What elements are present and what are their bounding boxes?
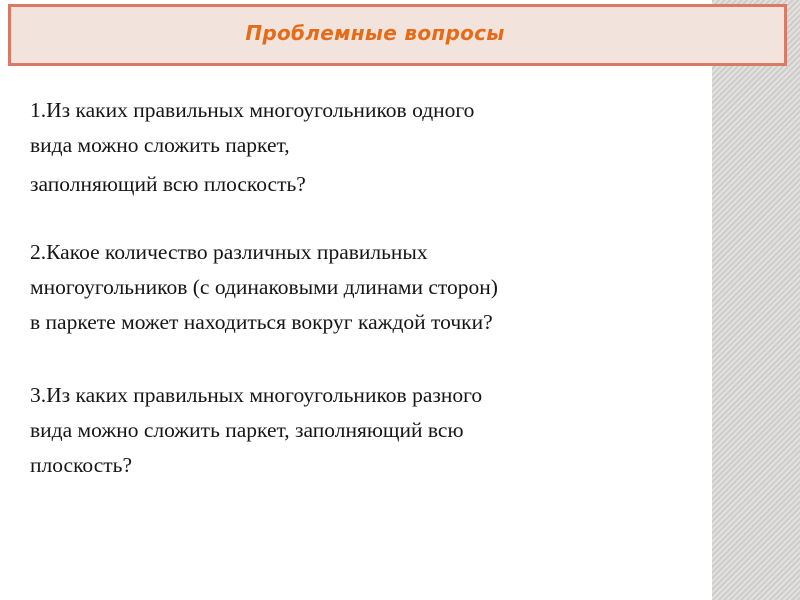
- question-2-line-2: многоугольников (с одинаковыми длинами сторон): [30, 275, 498, 299]
- question-3-line-2: вида можно сложить паркет, заполняющий всю: [30, 418, 464, 442]
- title-banner: [8, 4, 787, 66]
- question-3-line-3: плоскость?: [30, 453, 132, 477]
- question-2: [30, 235, 700, 340]
- question-2-line-1: 2.Какое количество различных правильных: [30, 240, 428, 264]
- question-1-line-1: 1.Из каких правильных многоугольников одного: [30, 98, 475, 122]
- question-1-line-3: заполняющий всю плоскость?: [30, 172, 306, 196]
- question-3: [30, 378, 700, 483]
- question-1-line-2: вида можно сложить паркет,: [30, 133, 290, 157]
- question-2-line-3: в паркете может находиться вокруг каждой точки?: [30, 310, 493, 334]
- slide-title: Проблемные вопросы: [245, 21, 505, 45]
- decorative-side-stripe: [712, 0, 800, 600]
- question-1: [30, 93, 700, 202]
- question-3-line-1: 3.Из каких правильных многоугольников разного: [30, 383, 483, 407]
- questions-list: [30, 93, 700, 483]
